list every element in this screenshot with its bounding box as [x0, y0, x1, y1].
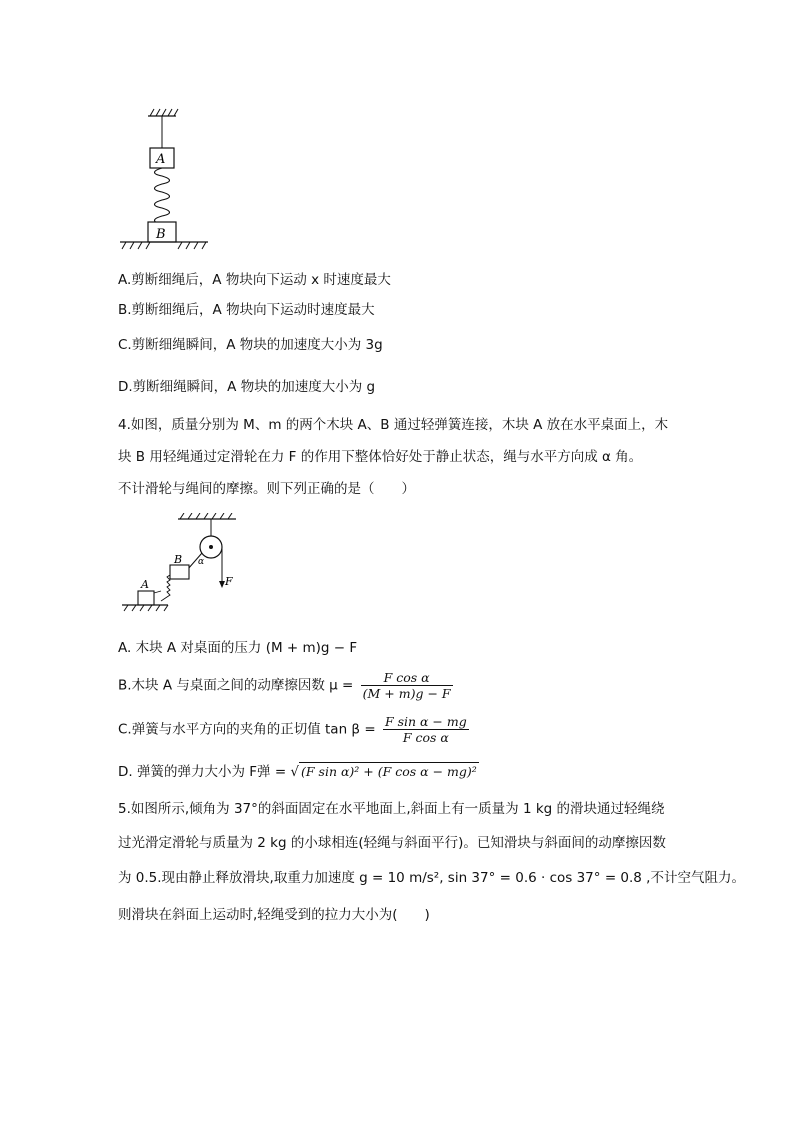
- q4-option-b-numerator: F cos α: [361, 670, 453, 686]
- q4-option-c-text: C.弹簧与水平方向的夹角的正切值 tan β =: [118, 721, 376, 738]
- q4-option-d: [118, 762, 479, 781]
- q4-option-b-fraction: [361, 670, 453, 701]
- q4-stem-line-1: 4.如图，质量分别为 M、m 的两个木块 A、B 通过轻弹簧连接，木块 A 放在水平桌面上，木: [118, 417, 669, 433]
- q3-option-b: B.剪断细绳后，A 物块向下运动时速度最大: [118, 302, 375, 318]
- block-a-label-2: A: [141, 578, 149, 591]
- q4-option-c-denominator: F cos α: [402, 730, 449, 745]
- q4-option-c: [118, 714, 472, 745]
- q4-option-c-numerator: F sin α − mg: [384, 714, 467, 729]
- q4-option-b-text: B.木块 A 与桌面之间的动摩擦因数 μ =: [118, 677, 354, 694]
- q5-line-1: 5.如图所示,倾角为 37°的斜面固定在水平地面上,斜面上有一质量为 1 kg 的滑块通过轻绳绕: [118, 801, 665, 817]
- spring-blocks-figure: [118, 108, 218, 250]
- q5-line-2: 过光滑定滑轮与质量为 2 kg 的小球相连(轻绳与斜面平行)。已知滑块与斜面间的动摩擦因数: [118, 835, 666, 851]
- block-b-label-2: B: [174, 553, 183, 566]
- force-f-label: F: [225, 575, 233, 588]
- pulley-figure: [118, 513, 248, 619]
- q4-option-c-fraction: [383, 714, 469, 745]
- q3-option-c: C.剪断细绳瞬间，A 物块的加速度大小为 3g: [118, 337, 383, 353]
- q4-option-d-text: D. 弹簧的弹力大小为 F弹 = √: [118, 764, 300, 780]
- angle-alpha-label: α: [198, 557, 205, 567]
- block-b-label: B: [156, 227, 166, 242]
- q5-line-3: 为 0.5.现由静止释放滑块,取重力加速度 g = 10 m/s², sin 37° = 0.6 · cos 37° = 0.8 ,不计空气阻力。: [118, 870, 745, 886]
- q4-option-a: A. 木块 A 对桌面的压力 (M + m)g − F: [118, 640, 358, 656]
- q3-option-a: A.剪断细绳后，A 物块向下运动 x 时速度最大: [118, 272, 391, 288]
- q3-option-d: D.剪断细绳瞬间，A 物块的加速度大小为 g: [118, 379, 376, 395]
- q5-line-4: 则滑块在斜面上运动时,轻绳受到的拉力大小为( ): [118, 907, 430, 923]
- q4-option-b: [118, 670, 456, 701]
- block-a-label: A: [156, 152, 166, 167]
- q4-option-b-denominator: (M + m)g − F: [362, 686, 451, 701]
- q4-option-d-radicand: (F sin α)² + (F cos α − mg)²: [301, 764, 477, 779]
- q4-stem-line-2: 块 B 用轻绳通过定滑轮在力 F 的作用下整体恰好处于静止状态，绳与水平方向成 α 角。: [118, 449, 643, 465]
- q4-stem-line-3: 不计滑轮与绳间的摩擦。则下列正确的是（ ）: [118, 481, 415, 497]
